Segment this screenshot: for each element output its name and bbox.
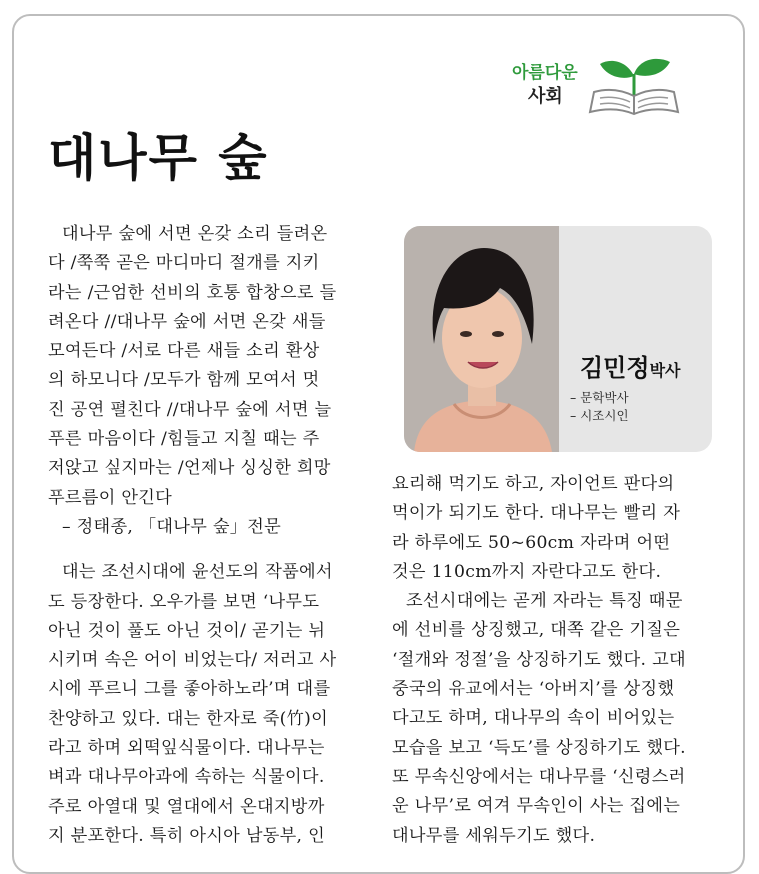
body-line: 대는 조선시대에 윤선도의 작품에서: [62, 562, 333, 583]
body-line: 주로 아열대 및 열대에서 온대지방까: [48, 796, 325, 817]
badge-label-line2: 사회: [528, 86, 563, 107]
body-line: 도 등장한다. 오우가를 보면 ‘나무도: [48, 591, 320, 612]
body-line: 모습을 보고 ‘득도’를 상징하기도 했다.: [392, 737, 686, 758]
sprout-book-icon: [586, 52, 682, 118]
article-title: 대나무 숲: [48, 128, 269, 187]
author-photo: [404, 226, 559, 452]
body-line: 먹이가 되기도 한다. 대나무는 빨리 자: [392, 503, 681, 524]
body-line: 운 나무’로 여겨 무속인이 사는 집에는: [392, 796, 681, 817]
left-column: [48, 220, 370, 851]
author-credential: – 시조시인: [570, 408, 629, 423]
body-line: 에 선비를 상징했고, 대쪽 같은 기질은: [392, 620, 681, 641]
body-line: 벼과 대나무아과에 속하는 식물이다.: [48, 767, 325, 788]
body-line: 아닌 것이 풀도 아닌 것이/ 곧기는 뉘: [48, 620, 326, 641]
poem-line: 푸른 마음이다 /힘들고 지칠 때는 주: [48, 429, 320, 450]
body-line: 또 무속신앙에서는 대나무를 ‘신령스러: [392, 766, 686, 787]
poem-line: 모여든다 /서로 다른 새들 소리 환상: [48, 341, 320, 362]
body-line: 다고도 하며, 대나무의 속이 비어있는: [392, 708, 675, 729]
poem-line: 저앉고 싶지마는 /언제나 싱싱한 희망: [48, 458, 331, 479]
body-line: 시에 푸르니 그를 좋아하노라’며 대를: [48, 679, 331, 700]
body-line: ‘절개와 정절’을 상징하기도 했다. 고대: [392, 649, 686, 670]
author-name: 김민정박사: [580, 354, 681, 382]
body-line: 라 하루에도 50~60cm 자라며 어떤: [392, 532, 671, 553]
poem-attribution: – 정태종, 「대나무 숲」전문: [62, 516, 282, 537]
right-column: [392, 470, 718, 851]
body-line: 지 분포한다. 특히 아시아 남동부, 인: [48, 825, 325, 846]
body-line: 것은 110cm까지 자란다고도 한다.: [392, 561, 662, 582]
author-title: 박사: [649, 361, 681, 380]
body-line: 찬양하고 있다. 대는 한자로 죽(竹)이: [48, 708, 329, 729]
section-badge: [512, 52, 682, 118]
body-line: 중국의 유교에서는 ‘아버지’를 상징했: [392, 679, 675, 700]
author-profile-card: [404, 226, 712, 452]
body-line: 조선시대에는 곧게 자라는 특징 때문: [406, 591, 683, 612]
poem-line: 의 하모니다 /모두가 함께 모여서 멋: [48, 370, 320, 391]
body-line: 시키며 속은 어이 비었는다/ 저러고 사: [48, 650, 337, 671]
body-line: 요리해 먹기도 하고, 자이언트 판다의: [392, 474, 675, 494]
badge-label-line1: 아름다운: [512, 63, 578, 83]
poem-line: 대나무 숲에 서면 온갖 소리 들려온: [62, 224, 328, 244]
body-line: 대나무를 세워두기도 했다.: [392, 825, 596, 846]
poem-line: 라는 /근엄한 선비의 호통 합창으로 들: [48, 282, 337, 303]
body-line: 라고 하며 외떡잎식물이다. 대나무는: [48, 738, 325, 759]
poem-line: 다 /쭉쭉 곧은 마디마디 절개를 지키: [48, 253, 320, 274]
poem-line: 려온다 //대나무 숲에 서면 온갖 새들: [48, 311, 326, 332]
author-credential: – 문학박사: [570, 390, 629, 405]
poem-line: 진 공연 펼친다 //대나무 숲에 서면 늘: [48, 399, 332, 420]
poem-line: 푸르름이 안긴다: [48, 487, 173, 508]
